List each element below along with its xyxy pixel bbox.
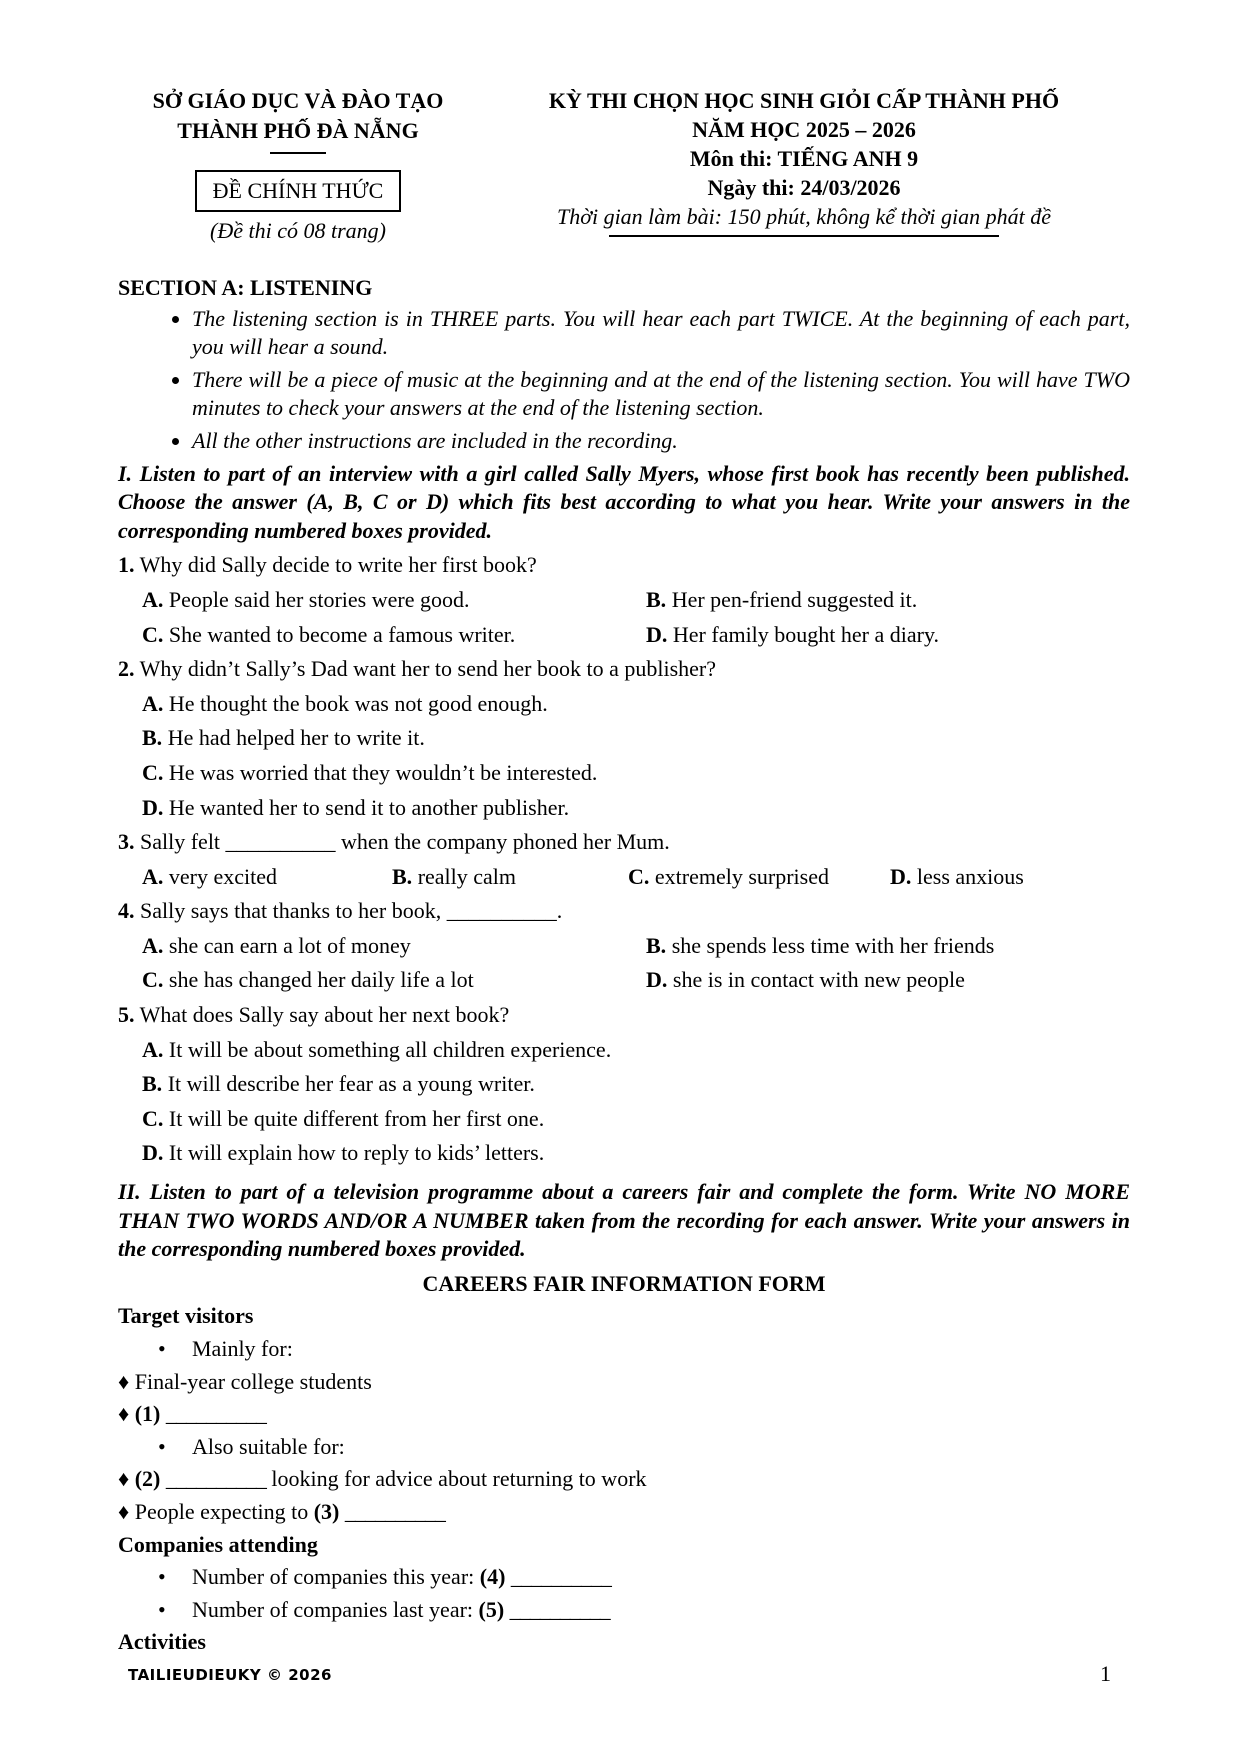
option-b: B. Her pen-friend suggested it. — [646, 586, 918, 612]
question-text: Sally says that thanks to her book, __________. — [140, 898, 563, 924]
also-suitable: • Also suitable for: — [118, 1433, 1130, 1462]
form-item-4: • Number of companies this year: (4) __________ — [118, 1563, 1130, 1592]
option-c: C. He was worried that they wouldn’t be interested. — [142, 759, 598, 785]
option-c: C. It will be quite different from her first one. — [142, 1105, 545, 1131]
option-a: A. People said her stories were good. — [142, 586, 470, 612]
part2-instruction: II. Listen to part of a television programme about a careers fair and complete the form. Write NO MORE THAN TWO WORDS AND/OR A NUMBER taken from the recording for each answer. Write your answers in the corresponding numbered boxes provided. — [118, 1179, 1130, 1262]
header-divider — [270, 152, 326, 154]
question-text: Why didn’t Sally’s Dad want her to send her book to a publisher? — [139, 656, 716, 682]
note-item: • There will be a piece of music at the beginning and at the end of the listening section. You will have TWO minutes to check your answers at the end of the listening section. — [192, 366, 1130, 423]
answer-blank: __________ — [509, 1596, 610, 1622]
option-a: A. she can earn a lot of money — [142, 932, 411, 958]
companies-heading: Companies attending — [118, 1531, 318, 1557]
option-d: D. she is in contact with new people — [646, 967, 965, 993]
page-count-note: (Đề thi có 08 trang) — [210, 217, 386, 243]
time-allowed: Thời gian làm bài: 150 phút, không kể thời gian phát đề — [556, 204, 1051, 230]
blank-number: (3) — [313, 1498, 340, 1524]
listening-notes — [118, 305, 1130, 456]
exam-title: KỲ THI CHỌN HỌC SINH GIỎI CẤP THÀNH PHỐ — [548, 88, 1060, 113]
section-a-title: SECTION A: LISTENING — [118, 275, 373, 300]
option-d: D. It will explain how to reply to kids’ letters. — [142, 1140, 545, 1166]
school-year: NĂM HỌC 2025 – 2026 — [692, 117, 916, 143]
form-item-3: ♦ People expecting to (3) __________ — [118, 1498, 445, 1524]
question-5 — [118, 1001, 1130, 1030]
department-name: SỞ GIÁO DỤC VÀ ĐÀO TẠO — [152, 88, 444, 113]
question-number: 1. — [118, 552, 135, 578]
final-year-item: ♦ Final-year college students — [118, 1368, 372, 1394]
answer-blank: __________ — [165, 1466, 266, 1492]
blank-number: (4) — [479, 1564, 506, 1590]
option-d: D. less anxious — [890, 863, 1024, 889]
question-text: What does Sally say about her next book? — [139, 1002, 510, 1028]
option-b: B. It will describe her fear as a young writer. — [142, 1071, 535, 1097]
form-item-1: ♦ (1) __________ — [118, 1401, 266, 1427]
subject: Môn thi: TIẾNG ANH 9 — [689, 146, 919, 172]
question-number: 4. — [118, 898, 135, 924]
question-1 — [118, 551, 1130, 580]
blank-number: (1) — [134, 1401, 161, 1427]
exam-info-block — [478, 86, 1130, 237]
options-row — [118, 586, 1130, 615]
options-row — [118, 621, 1130, 650]
question-3 — [118, 828, 1130, 857]
question-text: Why did Sally decide to write her first book? — [139, 552, 537, 578]
answer-blank: __________ — [344, 1498, 445, 1524]
question-number: 5. — [118, 1002, 135, 1028]
blank-number: (5) — [478, 1596, 505, 1622]
options-row — [118, 863, 1130, 892]
note-item: • The listening section is in THREE parts. You will hear each part TWICE. At the beginning of each part, you will hear a sound. — [192, 305, 1130, 362]
exam-header — [118, 86, 1130, 266]
question-2 — [118, 655, 1130, 684]
option-a: A. very excited — [142, 863, 277, 889]
answer-blank: __________ — [510, 1564, 611, 1590]
form-item-5: • Number of companies last year: (5) __________ — [118, 1596, 1130, 1625]
department-block — [118, 86, 478, 246]
option-d: D. Her family bought her a diary. — [646, 621, 940, 647]
question-number: 2. — [118, 656, 135, 682]
option-b: B. really calm — [392, 863, 517, 889]
option-a: A. He thought the book was not good enough. — [142, 690, 548, 716]
option-b: B. she spends less time with her friends — [646, 932, 995, 958]
exam-page — [118, 86, 1130, 1657]
option-c: C. she has changed her daily life a lot — [142, 967, 474, 993]
exam-date: Ngày thi: 24/03/2026 — [707, 175, 901, 201]
target-visitors-heading: Target visitors — [118, 1303, 254, 1329]
form-title: CAREERS FAIR INFORMATION FORM — [422, 1270, 826, 1296]
form-item-2: ♦ (2) __________ looking for advice about returning to work — [118, 1466, 647, 1492]
option-d: D. He wanted her to send it to another publisher. — [142, 794, 570, 820]
blank-number: (2) — [134, 1466, 161, 1492]
official-exam-box: ĐỀ CHÍNH THỨC — [195, 170, 402, 212]
options-row — [118, 966, 1130, 995]
option-a: A. It will be about something all children experience. — [142, 1036, 612, 1062]
option-c: C. extremely surprised — [628, 863, 829, 889]
question-number: 3. — [118, 829, 135, 855]
question-text: Sally felt __________ when the company phoned her Mum. — [140, 829, 670, 855]
option-c: C. She wanted to become a famous writer. — [142, 621, 516, 647]
part1-instruction: I. Listen to part of an interview with a girl called Sally Myers, whose first book has recently been published. Choose the answer (A, B, C or D) which fits best according to what you hear. Write your answers in the corresponding numbered boxes provided. — [118, 460, 1130, 543]
mainly-for: • Mainly for: — [118, 1335, 1130, 1364]
page-number: 1 — [1100, 1661, 1111, 1686]
header-divider-right — [609, 235, 999, 237]
footer-copyright: TAILIEUDIEUKY © 2026 — [128, 1666, 332, 1684]
note-item: • All the other instructions are included in the recording. — [192, 427, 1130, 456]
options-row — [118, 932, 1130, 961]
city-name: THÀNH PHỐ ĐÀ NẴNG — [177, 117, 419, 143]
answer-blank: __________ — [165, 1401, 266, 1427]
question-4 — [118, 897, 1130, 926]
option-b: B. He had helped her to write it. — [142, 725, 425, 751]
activities-heading: Activities — [118, 1629, 206, 1655]
